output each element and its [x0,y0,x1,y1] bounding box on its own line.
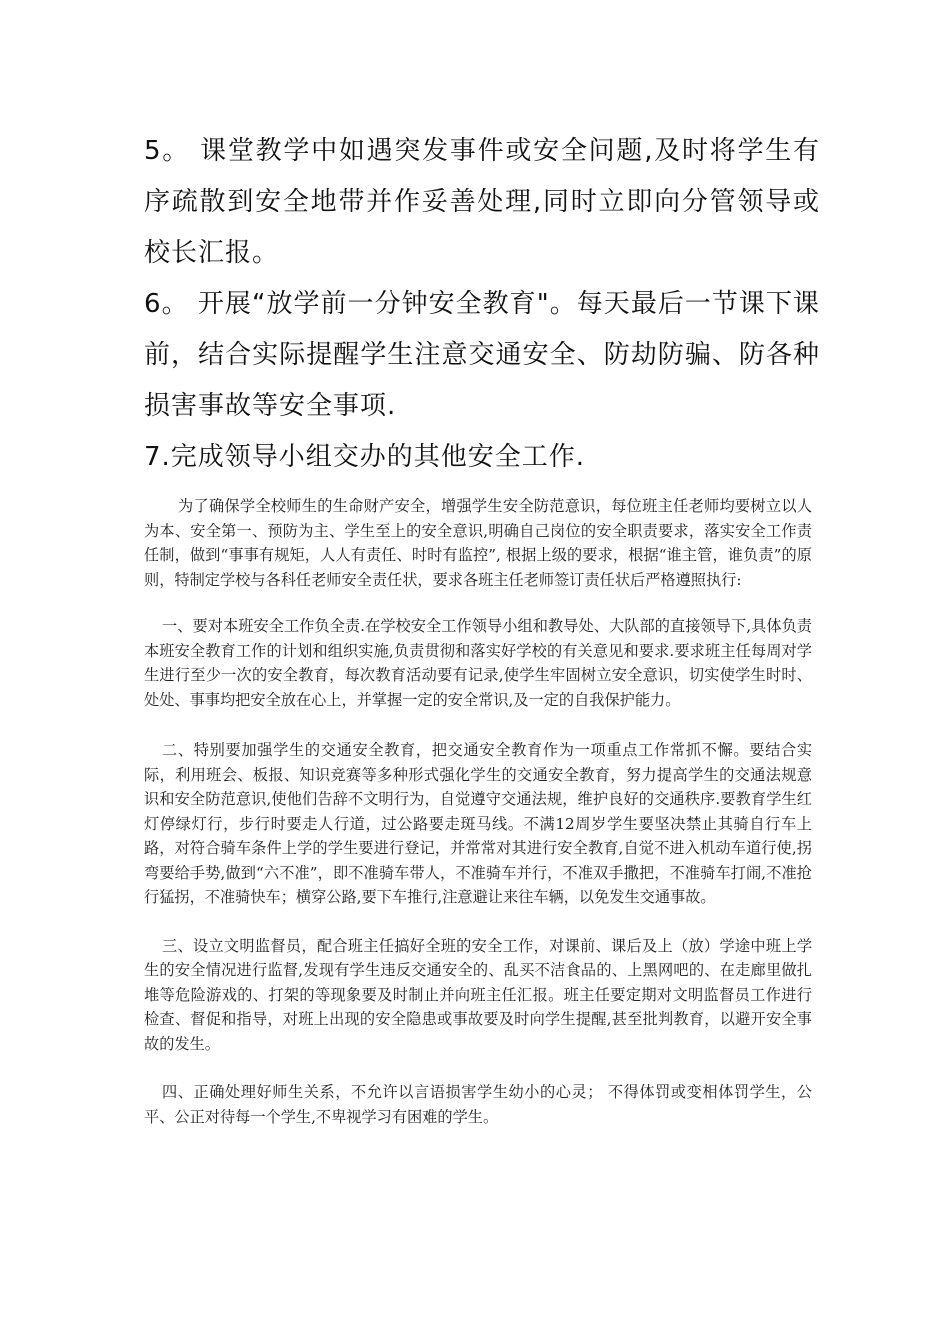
section-paragraph-2: 二、特别要加强学生的交通安全教育，把交通安全教育作为一项重点工作常抓不懈。要结合实际，利用班会、板报、知识竞赛等多种形式强化学生的交通安全教育，努力提高学生的交通法规意识和安全防范意识,使他们告辞不文明行为，自觉遵守交通法规，维护良好的交通秩序.要教育学生红灯停绿灯行，步行时要走人行道，过公路要走斑马线。不满12周岁学生要坚决禁止其骑自行车上路，对符合骑车条件上学的学生要进行登记，并常常对其进行安全教育,自觉不进入机动车道行使,拐弯要给手势,做到“六不准”，即不准骑车带人，不准骑车并行，不准双手撒把，不准骑车打闹,不准抢行猛拐，不准骑快车；横穿公路,要下车推行,注意避让来往车辆，以免发生交通事故。 [144,741,812,906]
responsibility-letter [144,494,812,1129]
section-paragraph-4: 四、正确处理好师生关系，不允许以言语损害学生幼小的心灵； 不得体罚或变相体罚学生，公平、公正对待每一个学生,不卑视学习有困难的学生。 [144,1083,812,1126]
section-paragraph-1: 一、要对本班安全工作负全责.在学校安全工作领导小组和教导处、大队部的直接领导下,具体负责本班安全教育工作的计划和组织实施,负责贯彻和落实好学校的有关意见和要求.要求班主任每周对学生进行至少一次的安全教育，每次教育活动要有记录,使学生牢固树立安全意识，切实使学生时时、处处、事事均把安全放在心上，并掌握一定的安全常识,及一定的自我保护能力。 [144,617,812,709]
list-item-6: 6。 开展“放学前一分钟安全教育"。每天最后一节课下课前，结合实际提醒学生注意交通安全、防劫防骗、防各种损害事故等安全事项. [144,289,820,421]
list-item-5: 5。 课堂教学中如遇突发事件或安全问题,及时将学生有序疏散到安全地带并作妥善处理,同时立即向分管领导或校长汇报。 [144,136,820,268]
intro-paragraph: 为了确保学全校师生的生命财产安全，增强学生安全防范意识，每位班主任老师均要树立以人为本、安全第一、预防为主、学生至上的安全意识,明确自己岗位的安全职责要求，落实安全工作责任制，做到“事事有规矩，人人有责任、时时有监控”, 根据上级的要求，根据“谁主管，谁负责”的原则，特制定学校与各科任老师安全责任状，要求各班主任老师签订责任状后严格遵照执行: [144,497,812,589]
responsibility-list [144,126,820,483]
section-paragraph-3: 三、设立文明监督员，配合班主任搞好全班的安全工作，对课前、课后及上（放）学途中班上学生的安全情况进行监督,发现有学生违反交通安全的、乱买不洁食品的、上黑网吧的、在走廊里做扎堆等危险游戏的、打架的等现象要及时制止并向班主任汇报。班主任要定期对文明监督员工作进行检查、督促和指导，对班上出现的安全隐患或事故要及时向学生提醒,甚至批判教育，以避开安全事故的发生。 [144,936,812,1053]
list-item-7: 7.完成领导小组交办的其他安全工作. [144,442,586,472]
